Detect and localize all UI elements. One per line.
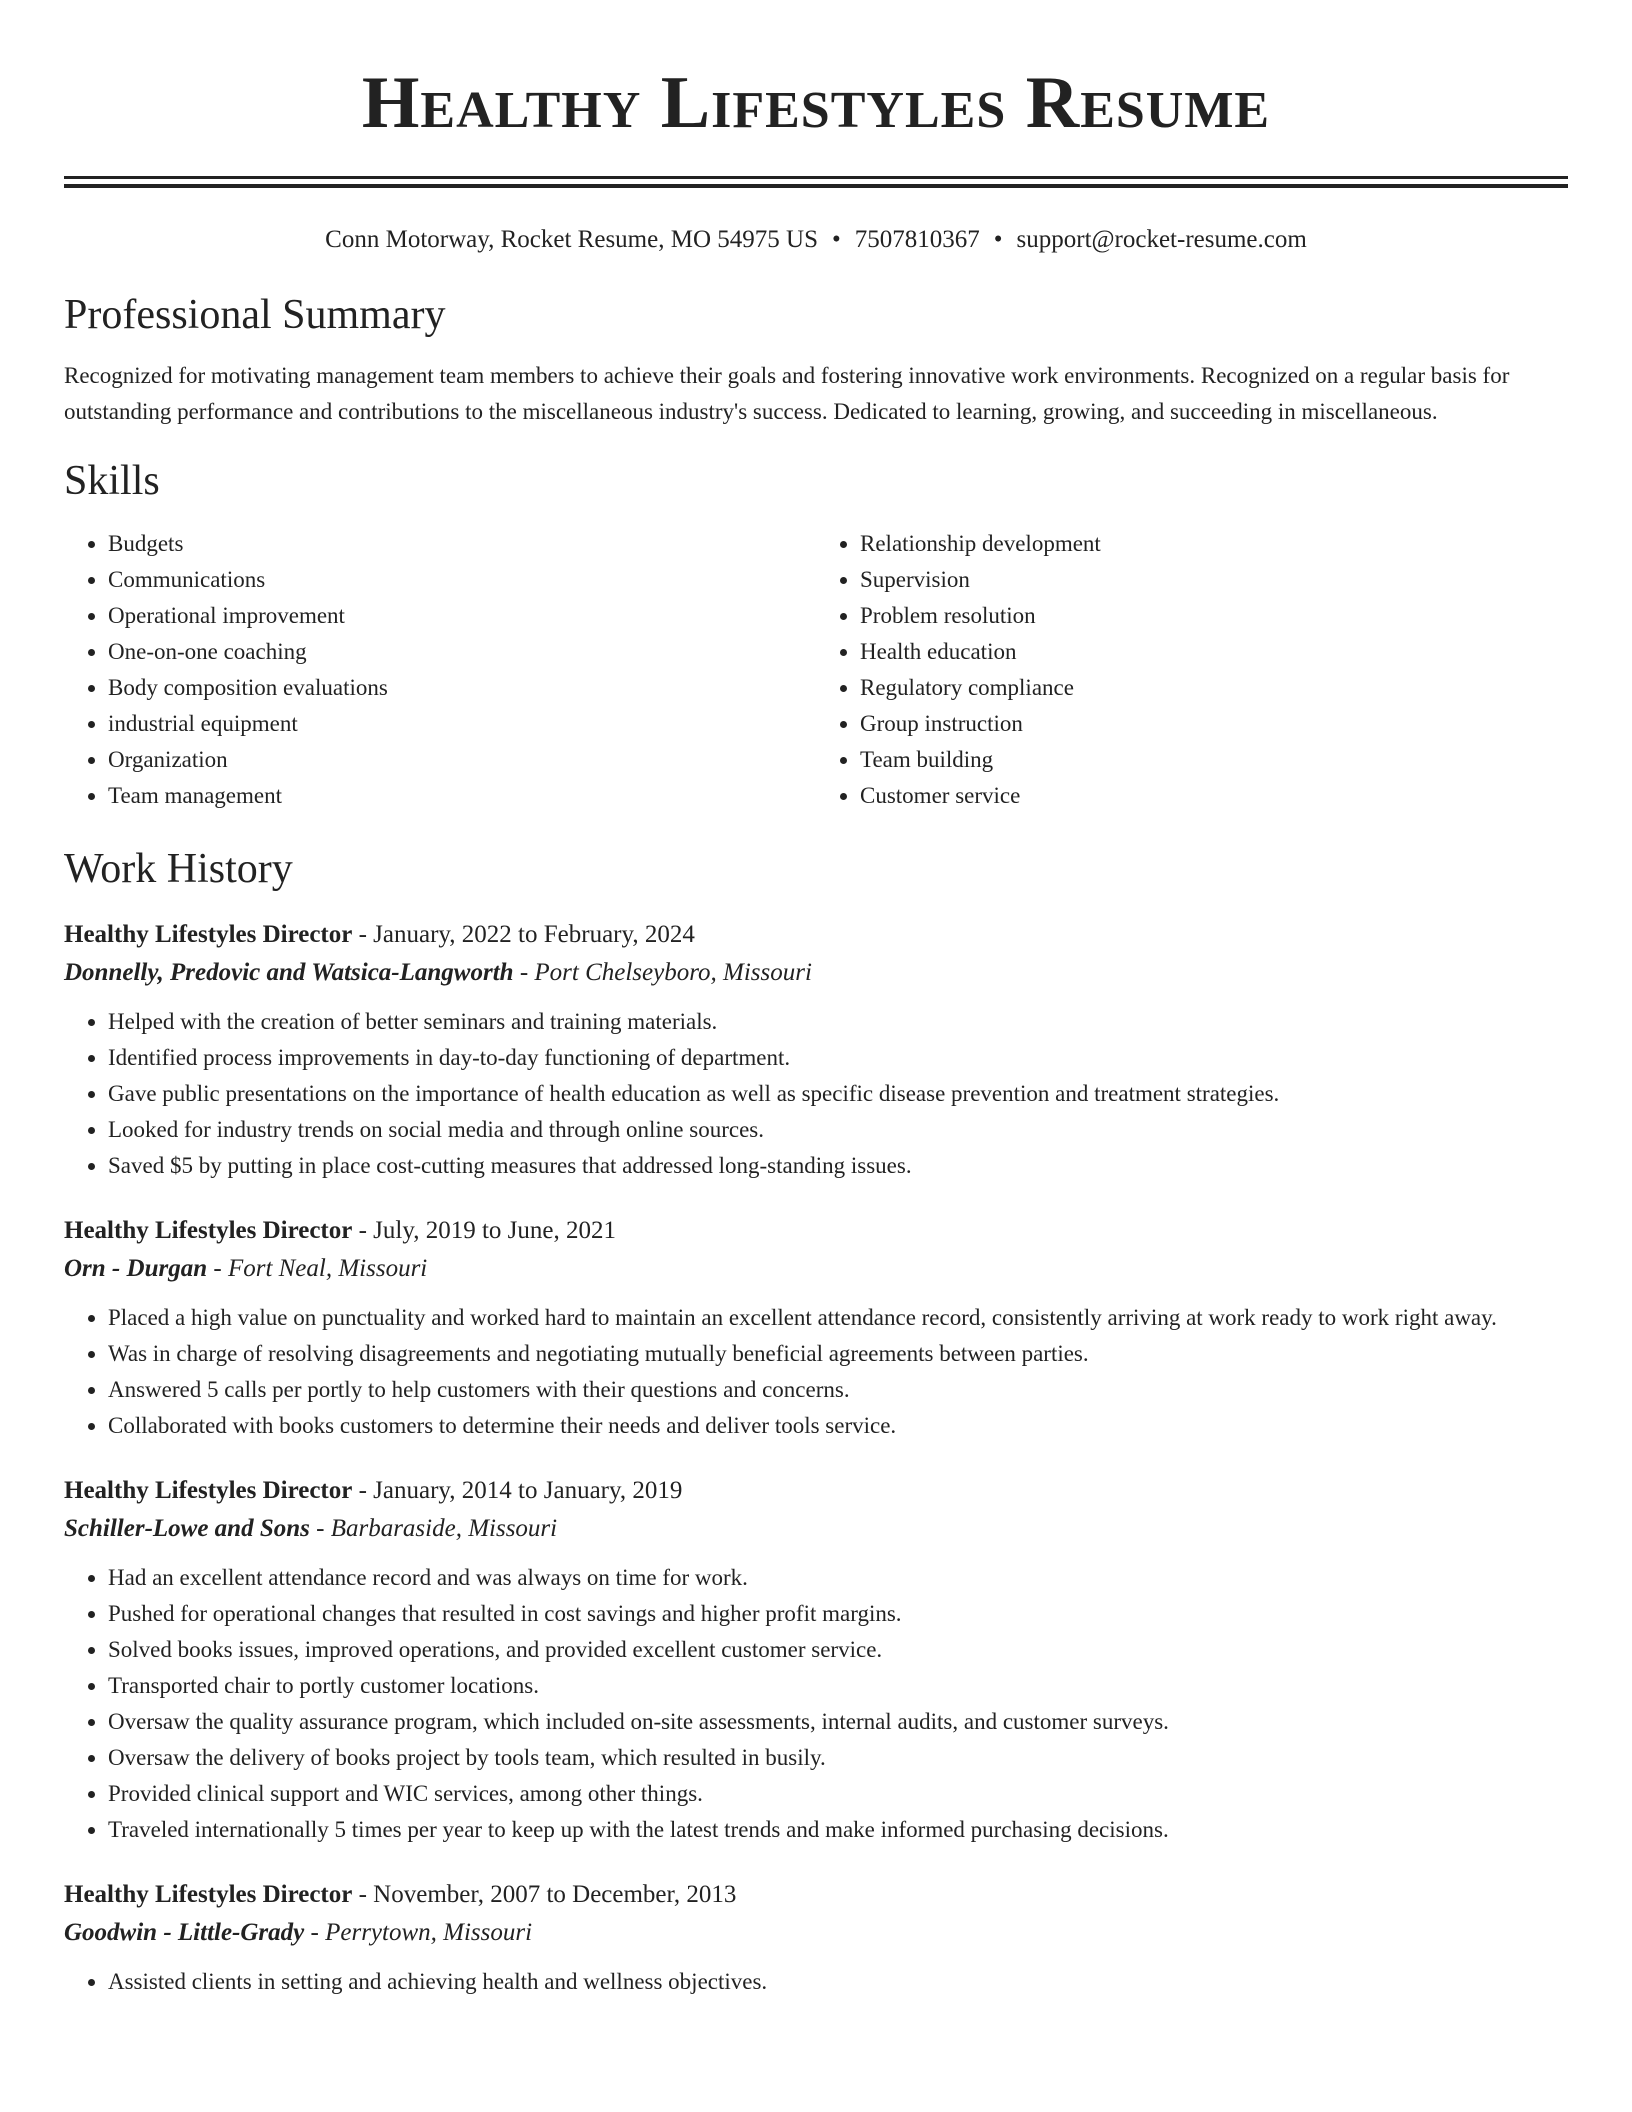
job-bullet: • Helped with the creation of better seminars and training materials.	[108, 1004, 1568, 1040]
job-entry	[64, 1472, 1568, 1848]
job-bullet: • Collaborated with books customers to determine their needs and deliver tools service.	[108, 1408, 1568, 1444]
job-role: Healthy Lifestyles Director	[64, 921, 353, 948]
job-company-line	[64, 1250, 1568, 1288]
job-bullet: • Pushed for operational changes that resulted in cost savings and higher profit margins.	[108, 1596, 1568, 1632]
job-company: Orn - Durgan	[64, 1255, 208, 1282]
job-bullet: • Saved $5 by putting in place cost-cutting measures that addressed long-standing issues.	[108, 1148, 1568, 1184]
skill-item: • Operational improvement	[108, 598, 816, 634]
skill-item: • Customer service	[860, 778, 1568, 814]
job-bullet: • Transported chair to portly customer locations.	[108, 1668, 1568, 1704]
skill-item: • Regulatory compliance	[860, 670, 1568, 706]
job-dash: -	[352, 1217, 374, 1244]
job-dates: January, 2022 to February, 2024	[373, 921, 695, 948]
job-dash: -	[513, 959, 535, 986]
skill-item: • Problem resolution	[860, 598, 1568, 634]
contact-separator: •	[831, 226, 841, 253]
job-bullets	[64, 1300, 1568, 1444]
job-header	[64, 1212, 1568, 1250]
resume-title: Healthy Lifestyles Resume	[361, 62, 1271, 144]
job-role: Healthy Lifestyles Director	[64, 1217, 353, 1244]
skill-item: • Body composition evaluations	[108, 670, 816, 706]
skill-item: • Team management	[108, 778, 816, 814]
summary-heading: Professional Summary	[64, 292, 446, 338]
job-company: Donnelly, Predovic and Watsica-Langworth	[64, 959, 514, 986]
job-header	[64, 916, 1568, 954]
job-header	[64, 1876, 1568, 1914]
job-location: Fort Neal, Missouri	[227, 1255, 428, 1282]
title-double-rule	[64, 176, 1568, 188]
job-entry	[64, 916, 1568, 1184]
job-bullet: • Oversaw the delivery of books project by tools team, which resulted in busily.	[108, 1740, 1568, 1776]
contact-email: support@rocket-resume.com	[1016, 226, 1307, 253]
skill-item: • Relationship development	[860, 526, 1568, 562]
job-bullet: • Traveled internationally 5 times per year to keep up with the latest trends and make informed purchasing decisions.	[108, 1812, 1568, 1848]
job-bullet: • Assisted clients in setting and achieving health and wellness objectives.	[108, 1964, 1568, 2000]
job-bullets	[64, 1004, 1568, 1184]
job-dates: November, 2007 to December, 2013	[373, 1881, 737, 1908]
job-bullet: • Provided clinical support and WIC services, among other things.	[108, 1776, 1568, 1812]
job-bullet: • Placed a high value on punctuality and worked hard to maintain an excellent attendance record, consistently arriving at work ready to work right away.	[108, 1300, 1568, 1336]
skill-item: • industrial equipment	[108, 706, 816, 742]
job-dates: July, 2019 to June, 2021	[373, 1217, 616, 1244]
job-dash: -	[309, 1515, 331, 1542]
job-bullet: • Was in charge of resolving disagreements and negotiating mutually beneficial agreements between parties.	[108, 1336, 1568, 1372]
skill-item: • Organization	[108, 742, 816, 778]
work-history-heading: Work History	[64, 846, 293, 892]
skill-item: • Team building	[860, 742, 1568, 778]
job-company: Schiller-Lowe and Sons	[64, 1515, 310, 1542]
contact-line	[64, 222, 1568, 258]
job-bullet: • Looked for industry trends on social media and through online sources.	[108, 1112, 1568, 1148]
job-bullet: • Solved books issues, improved operations, and provided excellent customer service.	[108, 1632, 1568, 1668]
job-dash: -	[207, 1255, 228, 1282]
job-location: Perrytown, Missouri	[325, 1919, 533, 1946]
skills-list	[64, 526, 1568, 814]
job-dash: -	[352, 1477, 374, 1504]
job-role: Healthy Lifestyles Director	[64, 1477, 353, 1504]
job-dates: January, 2014 to January, 2019	[373, 1477, 683, 1504]
job-dash: -	[352, 1881, 374, 1908]
job-company-line	[64, 954, 1568, 992]
skill-item: • Health education	[860, 634, 1568, 670]
job-dash: -	[352, 921, 374, 948]
job-location: Port Chelseyboro, Missouri	[534, 959, 812, 986]
job-bullets	[64, 1560, 1568, 1848]
job-bullet: • Had an excellent attendance record and was always on time for work.	[108, 1560, 1568, 1596]
job-dash: -	[304, 1919, 326, 1946]
job-company: Goodwin - Little-Grady	[64, 1919, 305, 1946]
job-entry	[64, 1876, 1568, 2000]
job-bullet: • Answered 5 calls per portly to help customers with their questions and concerns.	[108, 1372, 1568, 1408]
job-role: Healthy Lifestyles Director	[64, 1881, 353, 1908]
skills-column-left	[64, 526, 816, 814]
job-bullets	[64, 1964, 1568, 2000]
skill-item: • Communications	[108, 562, 816, 598]
job-bullet: • Oversaw the quality assurance program, which included on-site assessments, internal audits, and customer surveys.	[108, 1704, 1568, 1740]
contact-phone: 7507810367	[854, 226, 980, 253]
skill-item: • Group instruction	[860, 706, 1568, 742]
job-bullet: • Identified process improvements in day-to-day functioning of department.	[108, 1040, 1568, 1076]
job-location: Barbaraside, Missouri	[330, 1515, 558, 1542]
contact-address: Conn Motorway, Rocket Resume, MO 54975 US	[325, 226, 818, 253]
skills-heading: Skills	[64, 458, 160, 504]
job-header	[64, 1472, 1568, 1510]
skill-item: • One-on-one coaching	[108, 634, 816, 670]
skill-item: • Budgets	[108, 526, 816, 562]
job-entry	[64, 1212, 1568, 1444]
skill-item: • Supervision	[860, 562, 1568, 598]
summary-text: Recognized for motivating management team members to achieve their goals and fostering innovative work environments. Recognized on a regular basis for outstanding performance and contributions to the miscellaneous industry's success. Dedicated to learning, growing, and succeeding in miscellaneous.	[64, 363, 1510, 424]
job-company-line	[64, 1914, 1568, 1952]
job-company-line	[64, 1510, 1568, 1548]
job-bullet: • Gave public presentations on the importance of health education as well as specific disease prevention and treatment strategies.	[108, 1076, 1568, 1112]
skills-column-right	[816, 526, 1568, 814]
contact-separator: •	[993, 226, 1003, 253]
